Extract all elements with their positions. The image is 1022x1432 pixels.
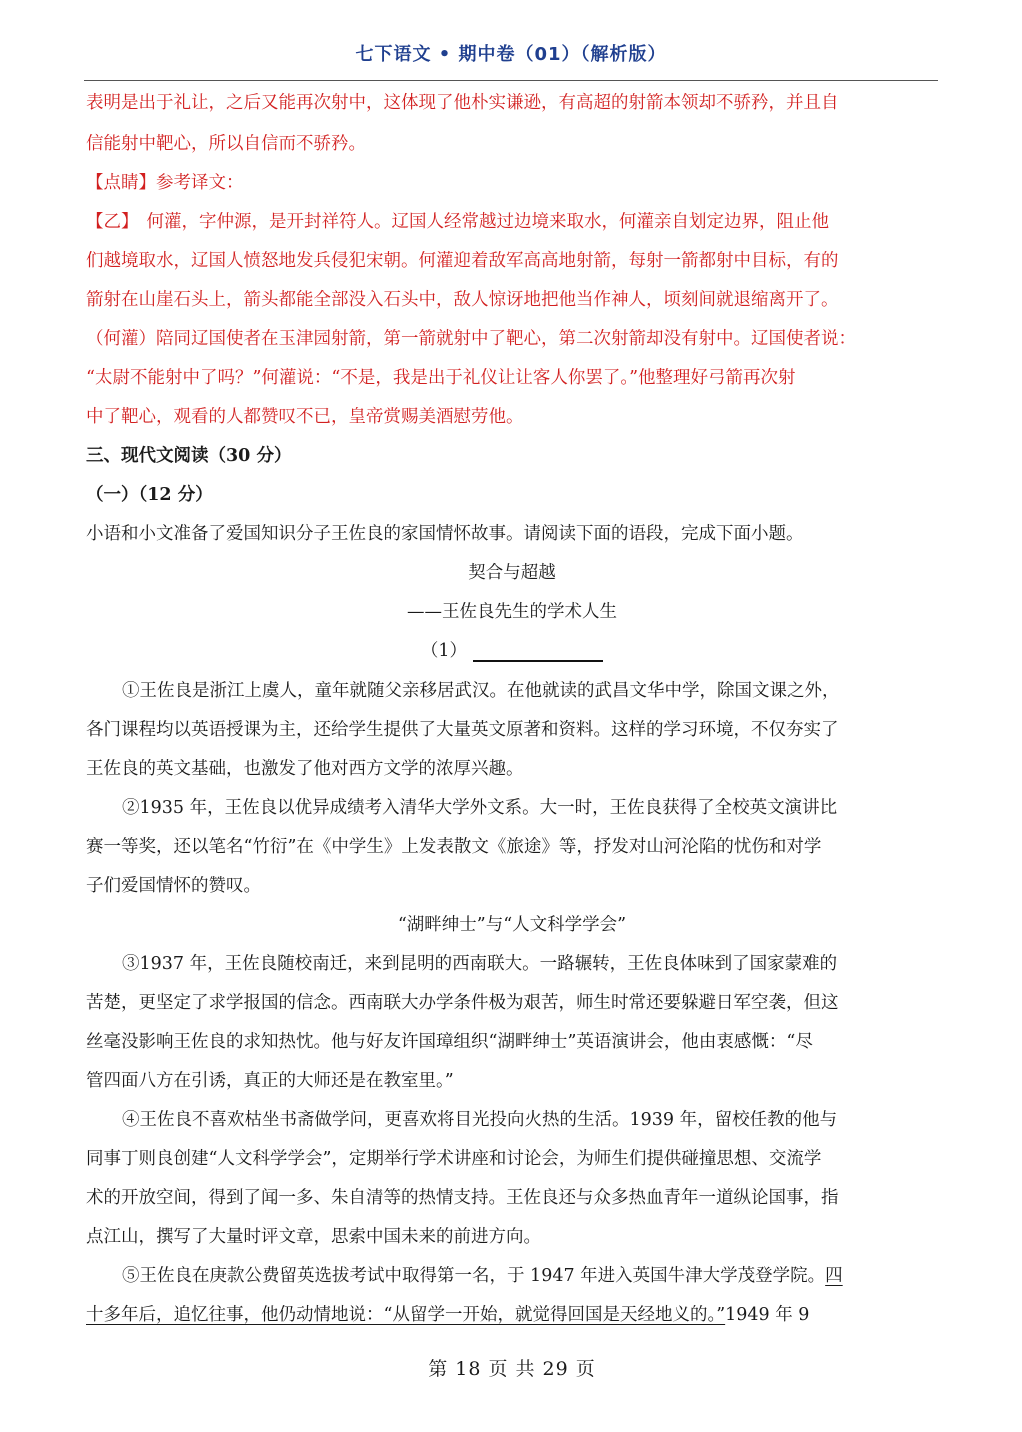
part-heading [86, 638, 938, 664]
translation-line: “太尉不能射中了吗？”何灌说：“不是，我是出于礼仪让让客人你罢了。”他整理好弓箭再次射 [86, 368, 796, 388]
paragraph-line: ②1935 年，王佐良以优异成绩考入清华大学外文系。大一时，王佐良获得了全校英文演讲比 [122, 798, 838, 818]
section-subtitle: “湖畔绅士”与“人文科学学会” [397, 915, 627, 935]
paragraph-text: 1949 年 9 [725, 1305, 810, 1325]
paragraph-line: 各门课程均以英语授课为主，还给学生提供了大量英文原著和资料。这样的学习环境，不仅夯实了 [86, 720, 839, 740]
translation-line: 们越境取水，辽国人愤怒地发兵侵犯宋朝。何灌迎着敌军高高地射箭，每射一箭都射中目标，有的 [86, 251, 839, 271]
paragraph-line: 子们爱国情怀的赞叹。 [86, 876, 261, 896]
section-heading: 三、现代文阅读（30 分） [86, 446, 292, 466]
article-title: 契合与超越 [468, 563, 556, 583]
paragraph-line: ①王佐良是浙江上虞人，童年就随父亲移居武汉。在他就读的武昌文华中学，除国文课之外， [122, 681, 840, 701]
translation-line: （何灌）陪同辽国使者在玉津园射箭，第一箭就射中了靶心，第二次射箭却没有射中。辽国使者说： [86, 329, 856, 349]
paragraph-line: 管四面八方在引诱，真正的大师还是在教室里。” [86, 1071, 454, 1091]
paragraph-line: ④王佐良不喜欢枯坐书斋做学问，更喜欢将目光投向火热的生活。1939 年，留校任教的他与 [122, 1110, 838, 1130]
translation-tag: 【乙】 [86, 212, 139, 232]
translation-line [86, 209, 938, 235]
note-line [86, 170, 938, 196]
paragraph-line: 同事丁则良创建“人文科学学会”，定期举行学术讲座和讨论会，为师生们提供碰撞思想、交流学 [86, 1149, 822, 1169]
paragraph-text: ⑤王佐良在庚款公费留英选拔考试中取得第一名，于 1947 年进入英国牛津大学茂登学院。 [122, 1266, 826, 1286]
translation-text: 何灌，字仲源，是开封祥符人。辽国人经常越过边境来取水，何灌亲自划定边界，阻止他 [146, 212, 829, 232]
underlined-sentence: 十多年后，追忆往事，他仍动情地说：“从留学一开始，就觉得回国是天经地义的。” [86, 1305, 726, 1325]
paragraph-line: 点江山，撰写了大量时评文章，思索中国未来的前进方向。 [86, 1227, 541, 1247]
answer-blank[interactable] [473, 642, 603, 662]
section-intro: 小语和小文准备了爱国知识分子王佐良的家国情怀故事。请阅读下面的语段，完成下面小题。 [86, 524, 804, 544]
header-divider [84, 80, 938, 81]
translation-line: 箭射在山崖石头上，箭头都能全部没入石头中，敌人惊讶地把他当作神人，顷刻间就退缩离开了。 [86, 290, 839, 310]
subsection-heading: （一）（12 分） [86, 485, 213, 505]
page-number: 第 18 页 共 29 页 [428, 1358, 596, 1380]
note-text: 参考译文： [156, 173, 244, 193]
analysis-line: 表明是出于礼让，之后又能再次射中，这体现了他朴实谦逊，有高超的射箭本领却不骄矜，并且自 [86, 93, 839, 113]
paragraph-line: 丝毫没影响王佐良的求知热忱。他与好友许国璋组织“湖畔绅士”英语演讲会，他由衷感慨：“尽 [86, 1032, 813, 1052]
note-tag: 【点睛】 [86, 173, 156, 193]
paragraph-line [122, 1263, 938, 1289]
paragraph-line [86, 1302, 938, 1328]
paragraph-line: 术的开放空间，得到了闻一多、朱自清等的热情支持。王佐良还与众多热血青年一道纵论国事，指 [86, 1188, 839, 1208]
analysis-line: 信能射中靶心，所以自信而不骄矜。 [86, 134, 366, 154]
translation-line: 中了靶心，观看的人都赞叹不已，皇帝赏赐美酒慰劳他。 [86, 407, 524, 427]
article-subtitle: ——王佐良先生的学术人生 [407, 602, 617, 622]
paragraph-line: ③1937 年，王佐良随校南迁，来到昆明的西南联大。一路辗转，王佐良体味到了国家蒙难的 [122, 954, 838, 974]
paragraph-line: 赛一等奖，还以笔名“竹衍”在《中学生》上发表散文《旅途》等，抒发对山河沦陷的忧伤和对学 [86, 837, 822, 857]
paragraph-line: 苦楚，更坚定了求学报国的信念。西南联大办学条件极为艰苦，师生时常还要躲避日军空袭，但这 [86, 993, 839, 1013]
underlined-sentence: 四 [825, 1266, 843, 1286]
paragraph-line: 王佐良的英文基础，也激发了他对西方文学的浓厚兴趣。 [86, 759, 524, 779]
part-label: （1） [420, 641, 468, 661]
page-header-title: 七下语文 • 期中卷（01）（解析版） [355, 44, 667, 65]
